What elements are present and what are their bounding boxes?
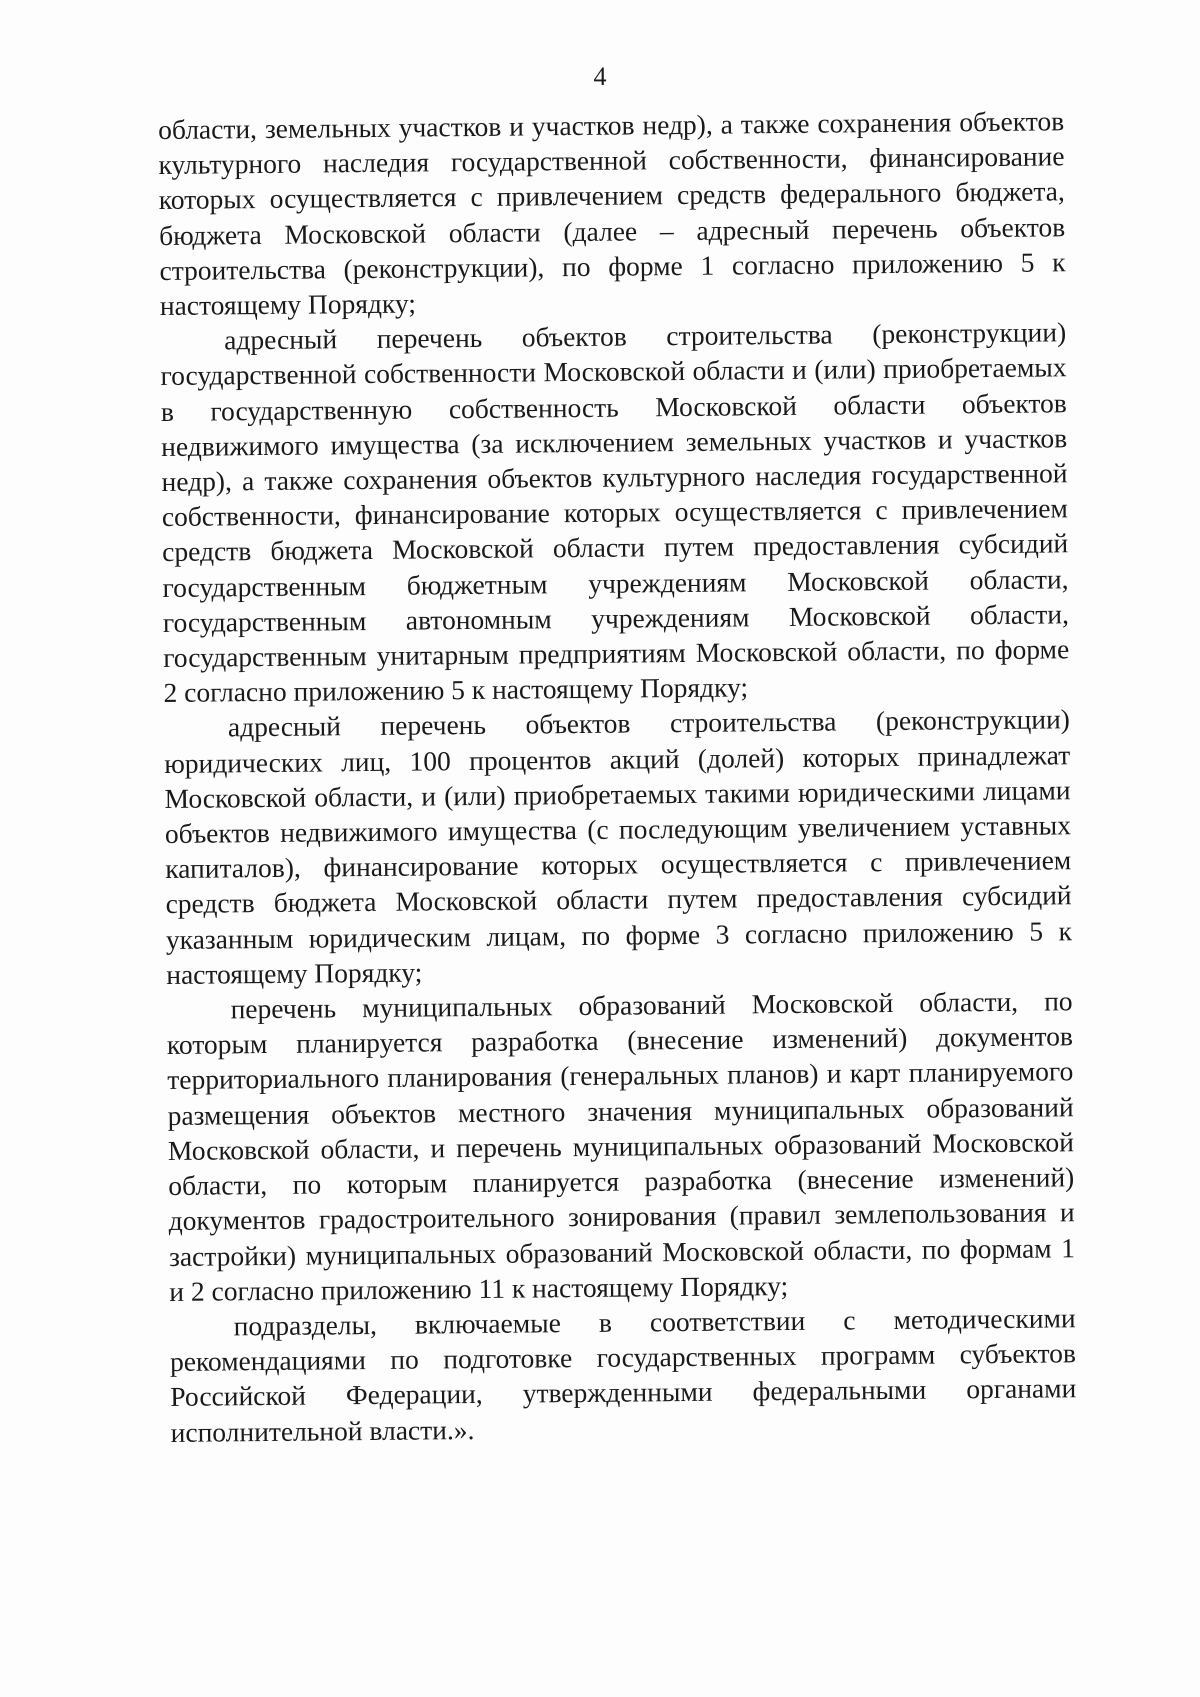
paragraph-municipal-list: перечень муниципальных образований Московской области, по которым планируется разработка (внесение изменений) документов территориального планирования (генеральных планов) и карт планируемого размещения объектов местного значения муниципальных образований Московской области, и перечень муниципальных образований Московской области, по которым планируется разработка (внесение изменений) документов градостроительного зонирования (правил землепользования и застройки) муниципальных образований Московской области, по формам 1 и 2 согласно приложению 11 к настоящему Порядку;: [166, 985, 1076, 1307]
document-body: [158, 103, 1077, 1449]
paragraph-form-2: адресный перечень объектов строительства (реконструкции) государственной собственности Московской области и (или) приобретаемых в государственную собственность Московской области объектов недвижимого имущества (за исключением земельных участков и участков недр), а также сохранения объектов культурного наследия государственной собственности, финансирование которых осуществляется с привлечением средств бюджета Московской области путем предоставления субсидий государственным бюджетным учреждениям Московской области, государственным автономным учреждениям Московской области, государственным унитарным предприятиям Московской области, по форме 2 согласно приложению 5 к настоящему Порядку;: [160, 316, 1070, 709]
paragraph-subsections: подразделы, включаемые в соответствии с методическими рекомендациями по подготовке государственных программ субъектов Российской Федерации, утвержденными федеральными органами исполнительной власти.».: [169, 1302, 1077, 1448]
page-number: 4: [593, 62, 607, 91]
paragraph-continuation: области, земельных участков и участков недр), а также сохранения объектов культурного наследия государственной собственности, финансирование которых осуществляется с привлечением средств федерального бюджета, бюджета Московской области (далее – адресный перечень объектов строительства (реконструкции), по форме 1 согласно приложению 5 к настоящему Порядку;: [158, 105, 1066, 322]
paragraph-form-3: адресный перечень объектов строительства (реконструкции) юридических лиц, 100 процентов акций (долей) которых принадлежат Московской области, и (или) приобретаемых такими юридическими лицами объектов недвижимого имущества (с последующим увеличением уставных капиталов), финансирование которых осуществляется с привлечением средств бюджета Московской области путем предоставления субсидий указанным юридическим лицам, по форме 3 согласно приложению 5 к настоящему Порядку;: [164, 703, 1073, 990]
